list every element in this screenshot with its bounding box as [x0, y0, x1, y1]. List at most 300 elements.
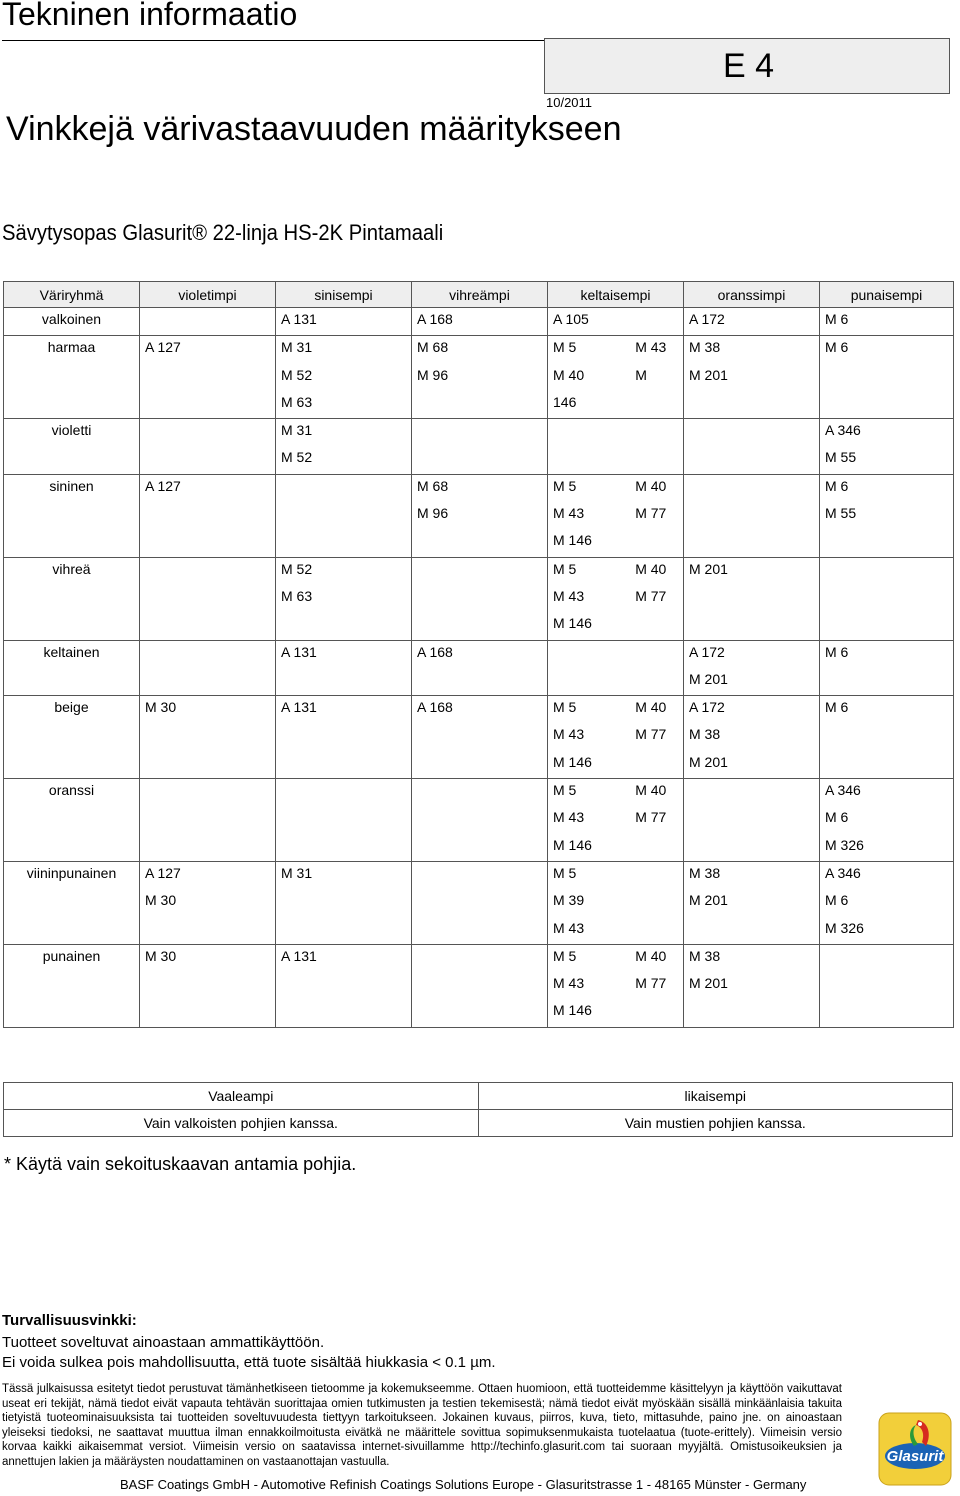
toner-line	[825, 502, 953, 529]
table-row	[4, 474, 954, 557]
toner-line	[145, 806, 275, 833]
toner-line	[689, 475, 819, 502]
table-row	[4, 419, 954, 475]
cell-yellow	[548, 779, 684, 862]
toner-code: M 68	[417, 339, 449, 356]
color-group-name	[4, 474, 140, 557]
toner-line	[689, 391, 819, 418]
toner-code: M 31	[281, 864, 313, 881]
toner-line	[553, 502, 683, 529]
toner-code: M 201	[689, 975, 728, 992]
toner-code	[635, 529, 683, 556]
toner-line	[417, 999, 547, 1026]
toner-line	[281, 612, 411, 639]
color-group-label: vihreä	[52, 560, 91, 577]
toner-line	[553, 585, 683, 612]
toner-line	[417, 364, 547, 391]
toner-line	[553, 668, 683, 695]
toner-line	[145, 751, 275, 778]
toner-code	[635, 668, 683, 695]
toner-code: M 96	[417, 505, 449, 522]
header-orange: oranssimpi	[684, 282, 820, 308]
header-blue: sinisempi	[276, 282, 412, 308]
toner-line	[553, 419, 683, 446]
color-group-name	[4, 308, 140, 336]
cell-blue	[276, 944, 412, 1027]
color-group-label: viininpunainen	[26, 864, 117, 881]
cell-green	[412, 779, 548, 862]
toner-code: A 127	[145, 477, 181, 494]
toner-line	[689, 585, 819, 612]
cell-violet	[140, 419, 276, 475]
toner-line	[281, 529, 411, 556]
safety-line-1: Tuotteet soveltuvat ainoastaan ammattikäyttöön.	[2, 1334, 325, 1351]
toner-line	[281, 364, 411, 391]
toner-line	[417, 917, 547, 944]
toner-line	[825, 945, 953, 972]
toner-line	[553, 972, 683, 999]
toner-code: M 40	[553, 366, 585, 383]
toner-line	[281, 419, 411, 446]
toner-line	[417, 696, 547, 723]
toner-line	[145, 999, 275, 1026]
cell-red	[820, 557, 954, 640]
toner-line	[825, 779, 953, 806]
color-group-label: sininen	[49, 477, 94, 494]
color-group-label: punainen	[42, 947, 101, 964]
toner-code: M 39	[553, 892, 585, 909]
toner-line	[417, 668, 547, 695]
cell-green	[412, 336, 548, 419]
toner-code: M 38	[689, 864, 721, 881]
cell-orange	[684, 419, 820, 475]
toner-line	[281, 723, 411, 750]
toner-line	[825, 972, 953, 999]
toner-line	[689, 751, 819, 778]
toner-line	[689, 999, 819, 1026]
toner-line	[281, 336, 411, 363]
title-rule	[2, 40, 544, 41]
toner-code: M 201	[689, 892, 728, 909]
toner-line	[689, 446, 819, 473]
toner-code: M 31	[281, 422, 313, 439]
cell-green	[412, 696, 548, 779]
toner-code: M 5	[553, 699, 577, 716]
toner-line	[145, 889, 275, 916]
cell-blue	[276, 861, 412, 944]
toner-line	[825, 336, 953, 363]
toner-line	[553, 612, 683, 639]
toner-line	[417, 391, 547, 418]
toner-code	[635, 308, 683, 335]
legend-lighter-note: Vain valkoisten pohjien kanssa.	[4, 1110, 479, 1137]
document-date: 10/2011	[546, 95, 593, 110]
toner-line	[145, 308, 275, 335]
toner-line	[825, 723, 953, 750]
toner-line	[145, 419, 275, 446]
header-red: punaisempi	[820, 282, 954, 308]
toner-line	[417, 308, 547, 335]
toner-code: M 63	[281, 587, 313, 604]
toner-line	[417, 862, 547, 889]
cell-red	[820, 779, 954, 862]
toner-code: M 326	[825, 836, 864, 853]
cell-yellow	[548, 861, 684, 944]
toner-code: M 52	[281, 449, 313, 466]
cell-yellow	[548, 557, 684, 640]
toner-code	[635, 419, 683, 446]
toner-code	[635, 889, 683, 916]
toner-line	[553, 308, 683, 335]
toner-code: M 146	[553, 615, 592, 632]
toner-line	[825, 834, 953, 861]
toner-code	[635, 641, 683, 668]
toner-line	[145, 446, 275, 473]
toner-line	[825, 364, 953, 391]
toner-line	[553, 446, 683, 473]
toner-line	[825, 751, 953, 778]
toner-code: M 6	[825, 809, 849, 826]
toner-code: M 77	[635, 587, 667, 604]
toner-code: M 6	[825, 643, 849, 660]
cell-violet	[140, 861, 276, 944]
table-header-row	[4, 282, 954, 308]
toner-line	[689, 779, 819, 806]
toner-code: A 105	[553, 311, 589, 327]
cell-violet	[140, 640, 276, 696]
toner-line	[417, 529, 547, 556]
toner-code: M 6	[825, 699, 849, 716]
cell-green	[412, 861, 548, 944]
toner-line	[689, 529, 819, 556]
toner-line	[145, 945, 275, 972]
cell-red	[820, 336, 954, 419]
table-row	[4, 779, 954, 862]
color-group-label: oranssi	[48, 782, 95, 799]
toner-line	[689, 834, 819, 861]
cell-red	[820, 861, 954, 944]
toner-code: M 52	[281, 560, 313, 577]
toner-line	[689, 612, 819, 639]
toner-line	[825, 696, 953, 723]
section-title: Sävytysopas Glasurit® 22-linja HS-2K Pintamaali	[2, 220, 444, 245]
cell-yellow	[548, 640, 684, 696]
toner-code: M 5	[553, 782, 577, 799]
toner-code: M 146	[553, 532, 592, 549]
color-group-name	[4, 779, 140, 862]
toner-line	[825, 806, 953, 833]
toner-code: A 127	[145, 864, 181, 881]
toner-code: A 131	[281, 643, 317, 660]
toner-line	[145, 641, 275, 668]
logo-text: Glasurit	[886, 1448, 944, 1465]
toner-line	[825, 529, 953, 556]
toner-line	[145, 502, 275, 529]
toner-line	[281, 862, 411, 889]
toner-code: A 346	[825, 864, 861, 881]
toner-code: A 346	[825, 422, 861, 439]
toner-code: M 5	[553, 560, 577, 577]
toner-line	[689, 641, 819, 668]
toner-line	[825, 917, 953, 944]
toner-code: M 5	[553, 864, 577, 881]
footnote: * Käytä vain sekoituskaavan antamia pohjia.	[4, 1154, 357, 1174]
toner-line	[417, 806, 547, 833]
toner-code	[635, 751, 683, 778]
toner-code	[635, 612, 683, 639]
header-color-group: Väriryhmä	[4, 282, 140, 308]
toner-line	[281, 585, 411, 612]
toner-line	[145, 668, 275, 695]
toner-line	[417, 779, 547, 806]
toner-line	[145, 585, 275, 612]
toner-line	[689, 336, 819, 363]
toner-code: M 77	[635, 975, 667, 992]
header-violet: violetimpi	[140, 282, 276, 308]
color-group-name	[4, 861, 140, 944]
toner-code: M 201	[689, 366, 728, 383]
cell-violet	[140, 557, 276, 640]
toner-line	[417, 945, 547, 972]
document-code-box	[544, 38, 950, 94]
toner-code: A 172	[689, 643, 725, 660]
color-group-label: valkoinen	[41, 311, 102, 327]
toner-code: A 168	[417, 643, 453, 660]
toner-line	[417, 502, 547, 529]
toner-line	[281, 308, 411, 335]
cell-blue	[276, 474, 412, 557]
toner-line	[553, 751, 683, 778]
toner-line	[417, 641, 547, 668]
toner-line	[689, 502, 819, 529]
toner-code: A 131	[281, 699, 317, 716]
toner-line	[553, 834, 683, 861]
cell-green	[412, 419, 548, 475]
toner-line	[145, 364, 275, 391]
table-row	[4, 336, 954, 419]
toner-line	[553, 696, 683, 723]
cell-red	[820, 696, 954, 779]
toner-code: M 201	[689, 560, 728, 577]
toner-line	[417, 972, 547, 999]
legend-dirtier-note: Vain mustien pohjien kanssa.	[478, 1110, 953, 1137]
color-group-name	[4, 419, 140, 475]
toner-line	[553, 364, 683, 391]
toner-line	[417, 834, 547, 861]
toner-line	[281, 834, 411, 861]
toner-code: M 40	[635, 947, 667, 964]
toner-code: M 43	[553, 975, 585, 992]
toner-line	[825, 446, 953, 473]
toner-line	[689, 889, 819, 916]
toner-line	[417, 889, 547, 916]
toner-line	[689, 308, 819, 335]
table-row	[4, 308, 954, 336]
toner-line	[825, 558, 953, 585]
toner-line	[553, 917, 683, 944]
toner-line	[145, 558, 275, 585]
toner-code: M 43	[553, 919, 585, 936]
cell-green	[412, 944, 548, 1027]
toner-code	[553, 446, 635, 473]
toner-code: A 346	[825, 782, 861, 799]
table-row	[4, 944, 954, 1027]
toner-line	[825, 999, 953, 1026]
toner-code: M 68	[417, 477, 449, 494]
table-row	[4, 861, 954, 944]
toner-code: M	[635, 366, 647, 383]
color-group-name	[4, 336, 140, 419]
toner-code	[553, 668, 635, 695]
document-title: Tekninen informaatio	[2, 0, 298, 32]
cell-violet	[140, 696, 276, 779]
toner-line	[417, 751, 547, 778]
toner-code: M 63	[281, 393, 313, 410]
toner-code: A 168	[417, 699, 453, 716]
toner-code: M 52	[281, 366, 313, 383]
toner-line	[281, 446, 411, 473]
toner-line	[145, 862, 275, 889]
toner-line	[281, 475, 411, 502]
toner-line	[417, 558, 547, 585]
cell-red	[820, 474, 954, 557]
toner-line	[689, 558, 819, 585]
toner-line	[145, 834, 275, 861]
toner-line	[281, 999, 411, 1026]
toner-line	[689, 364, 819, 391]
toner-code: M 38	[689, 339, 721, 356]
toner-line	[281, 696, 411, 723]
table-row	[4, 557, 954, 640]
toner-line	[417, 723, 547, 750]
toner-code: M 43	[553, 505, 585, 522]
color-group-name	[4, 557, 140, 640]
toner-line	[281, 806, 411, 833]
table-row	[4, 640, 954, 696]
toner-line	[145, 475, 275, 502]
toner-line	[281, 751, 411, 778]
toner-line	[417, 336, 547, 363]
toner-line	[145, 391, 275, 418]
color-group-label: keltainen	[43, 643, 100, 660]
cell-yellow	[548, 944, 684, 1027]
toner-code: M 30	[145, 699, 177, 716]
toner-code	[635, 446, 683, 473]
cell-violet	[140, 336, 276, 419]
cell-red	[820, 419, 954, 475]
toner-line	[281, 641, 411, 668]
toner-line	[417, 612, 547, 639]
toner-line	[825, 585, 953, 612]
cell-blue	[276, 640, 412, 696]
toner-code: A 127	[145, 339, 181, 356]
toner-line	[689, 723, 819, 750]
cell-yellow	[548, 474, 684, 557]
toner-line	[825, 862, 953, 889]
toner-line	[553, 558, 683, 585]
toner-code: M 5	[553, 339, 577, 356]
toner-line	[689, 917, 819, 944]
toner-code: M 40	[635, 560, 667, 577]
toner-line	[553, 641, 683, 668]
toner-line	[281, 972, 411, 999]
cell-orange	[684, 308, 820, 336]
safety-line-2: Ei voida sulkea pois mahdollisuutta, että tuote sisältää hiukkasia < 0.1 µm.	[2, 1354, 496, 1371]
cell-green	[412, 308, 548, 336]
toner-code: M 55	[825, 505, 857, 522]
toner-line	[689, 972, 819, 999]
toner-code	[553, 641, 635, 668]
toner-line	[825, 889, 953, 916]
legend-dirtier-title: likaisempi	[478, 1083, 953, 1110]
color-group-label: violetti	[51, 422, 92, 439]
toner-code: M 77	[635, 726, 667, 743]
cell-yellow	[548, 308, 684, 336]
toner-line	[825, 419, 953, 446]
toner-code: A 168	[417, 311, 453, 327]
toner-line	[553, 723, 683, 750]
toner-line	[553, 945, 683, 972]
toner-code: A 172	[689, 699, 725, 716]
cell-green	[412, 640, 548, 696]
toner-line	[689, 945, 819, 972]
toner-line	[417, 446, 547, 473]
toner-line	[689, 419, 819, 446]
toner-line	[281, 945, 411, 972]
toner-line	[145, 779, 275, 806]
toner-code: M 5	[553, 947, 577, 964]
toner-line	[281, 391, 411, 418]
cell-red	[820, 308, 954, 336]
toner-code: M 43	[635, 339, 667, 356]
toner-code	[635, 862, 683, 889]
cell-violet	[140, 944, 276, 1027]
cell-yellow	[548, 419, 684, 475]
toner-line	[689, 806, 819, 833]
toner-code	[635, 391, 683, 418]
toner-code: M 146	[553, 836, 592, 853]
table-row	[4, 696, 954, 779]
toner-code: M 6	[825, 892, 849, 909]
toner-line	[145, 529, 275, 556]
toner-code: A 131	[281, 311, 317, 327]
toner-code: A 172	[689, 311, 725, 327]
cell-red	[820, 640, 954, 696]
cell-orange	[684, 696, 820, 779]
toner-code: M 96	[417, 366, 449, 383]
company-address: BASF Coatings GmbH - Automotive Refinish Coatings Solutions Europe - Glasuritstrasse 1 - 48165 Münster - Germany	[120, 1477, 807, 1492]
cell-orange	[684, 779, 820, 862]
toner-line	[281, 779, 411, 806]
cell-blue	[276, 696, 412, 779]
toner-line	[553, 529, 683, 556]
toner-code: M 77	[635, 809, 667, 826]
toner-code: M 5	[553, 477, 577, 494]
legend-lighter-title: Vaaleampi	[4, 1083, 479, 1110]
cell-orange	[684, 336, 820, 419]
toner-line	[553, 336, 683, 363]
cell-orange	[684, 474, 820, 557]
toner-code	[635, 834, 683, 861]
legend-table	[3, 1082, 953, 1137]
toner-line	[689, 696, 819, 723]
cell-orange	[684, 944, 820, 1027]
toner-code: M 30	[145, 947, 177, 964]
toner-line	[281, 558, 411, 585]
toner-line	[145, 972, 275, 999]
toner-code: M 40	[635, 699, 667, 716]
toner-line	[553, 779, 683, 806]
